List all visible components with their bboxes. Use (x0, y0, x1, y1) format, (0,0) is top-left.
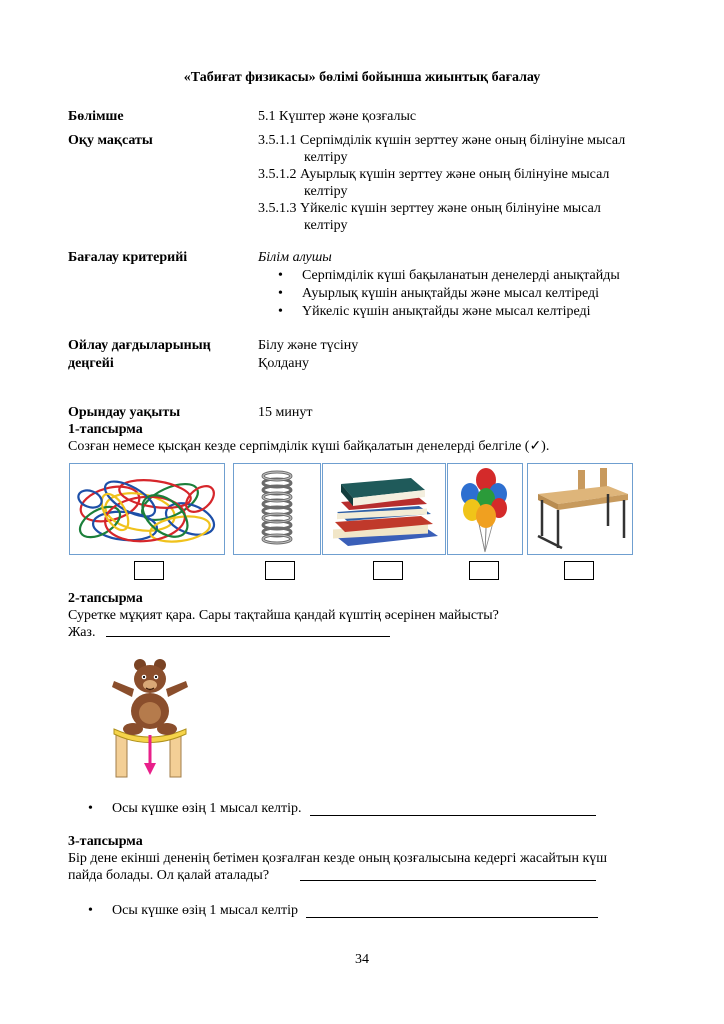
bear-on-plank-image (108, 655, 192, 780)
task3-example-line[interactable] (306, 917, 598, 918)
task3-text-line1: Бір дене екінші дененің бетімен қозғалған кезде оның қозғалысына кедергі жасайтын күш (68, 851, 608, 866)
criteria-item: • Ауырлық күшін анықтайды және мысал келтіреді (258, 285, 620, 303)
bullet-dot: • (88, 801, 93, 816)
objective-item: 3.5.1.3 Үйкеліс күшін зерттеу және оның білінуіне мысал келтіру (258, 201, 601, 233)
page-number: 34 (355, 952, 369, 967)
task2-example-line[interactable] (310, 815, 596, 816)
task1-text: Созған немесе қысқан кезде серпімділік күші байқалатын денелерді белгіле (✓). (68, 439, 550, 454)
thinking-value: Білу және түсіну Қолдану (258, 338, 359, 371)
section-value: 5.1 Күштер және қозғалыс (258, 109, 417, 124)
criteria-item: • Үйкеліс күшін анықтайды және мысал келтіреді (258, 303, 620, 321)
criteria-label: Бағалау критерийі (68, 250, 188, 265)
task2-text: Суретке мұқият қара. Сары тақтайша қандай күштің әсерінен майысты? (68, 608, 499, 623)
objectives-list (258, 132, 625, 234)
thinking-label: Ойлау дағдыларының деңгейі (68, 338, 211, 371)
task2-write-label: Жаз. (68, 625, 96, 640)
task2-example-text: Осы күшке өзің 1 мысал келтір. (112, 801, 302, 816)
time-label: Орындау уақыты (68, 405, 181, 420)
objective-item: 3.5.1.1 Серпімділік күшін зерттеу және оның білінуіне мысал келтіру (258, 133, 626, 165)
task1-heading: 1-тапсырма (68, 422, 143, 437)
checkbox-balloons[interactable] (469, 561, 499, 580)
objectives-label: Оқу мақсаты (68, 133, 153, 148)
page-title: «Табиғат физикасы» бөлімі бойынша жиынтық бағалау (183, 70, 541, 85)
criteria-intro: Білім алушы (258, 250, 332, 265)
task3-heading: 3-тапсырма (68, 834, 143, 849)
bullet-dot: • (88, 903, 93, 918)
section-label: Бөлімше (68, 109, 124, 124)
checkbox-desk[interactable] (564, 561, 594, 580)
criteria-block (258, 249, 620, 321)
task2-heading: 2-тапсырма (68, 591, 143, 606)
objective-item: 3.5.1.2 Ауырлық күшін зерттеу және оның білінуіне мысал келтіру (258, 167, 610, 199)
task3-text-line2: пайда болады. Ол қалай аталады? (68, 868, 270, 883)
task3-answer-line[interactable] (300, 880, 596, 881)
checkbox-rubber-bands[interactable] (134, 561, 164, 580)
criteria-item: • Серпімділік күші бақыланатын денелерді анықтайды (258, 267, 620, 285)
task2-answer-line[interactable] (106, 636, 390, 637)
image-rubber-bands (69, 463, 225, 555)
checkbox-books[interactable] (373, 561, 403, 580)
image-books (322, 463, 446, 555)
image-balloons (447, 463, 523, 555)
image-spring (233, 463, 321, 555)
task3-example-text: Осы күшке өзің 1 мысал келтір (112, 903, 299, 918)
time-value: 15 минут (258, 405, 313, 420)
checkbox-spring[interactable] (265, 561, 295, 580)
image-desk (527, 463, 633, 555)
